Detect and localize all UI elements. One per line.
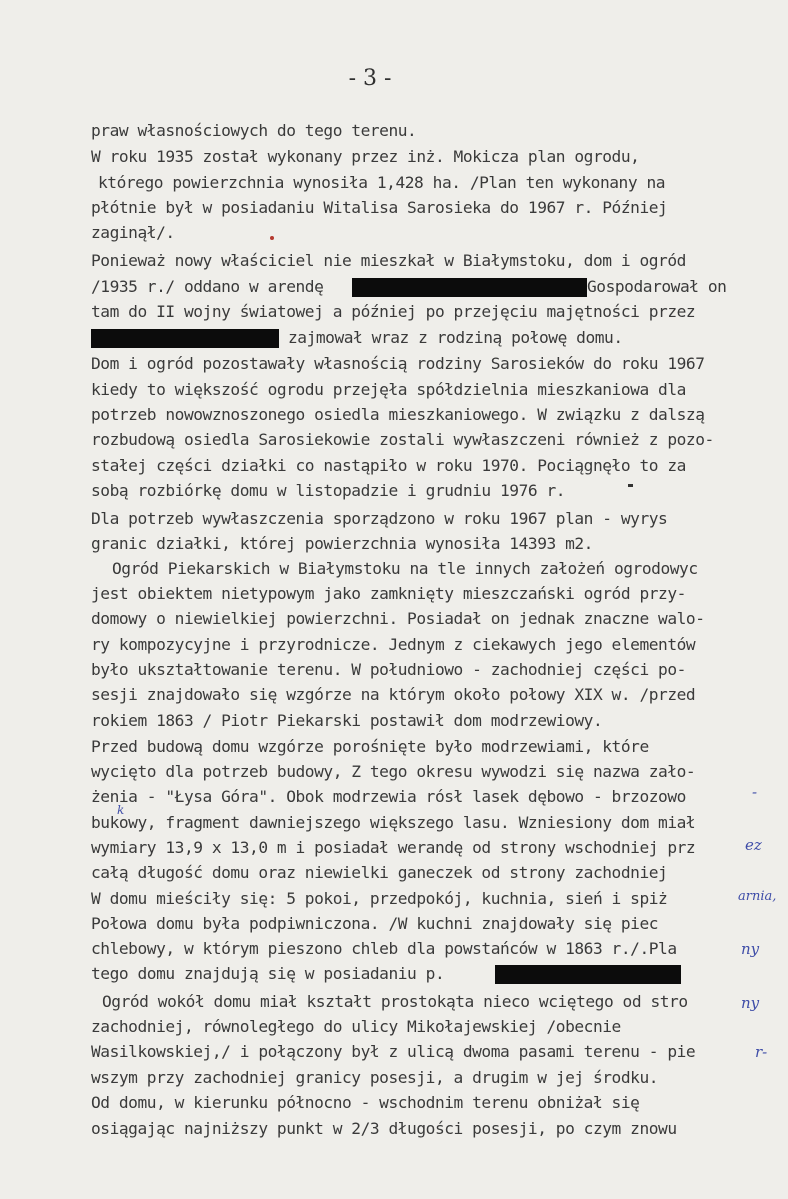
text-line: wycięto dla potrzeb budowy, Z tego okresu wywodzi się nazwa zało- — [91, 762, 696, 781]
text-line: potrzeb nowowznoszonego osiedla mieszkaniowego. W związku z dalszą — [91, 405, 705, 424]
text-line: Ogród Piekarskich w Białymstoku na tle innych założeń ogrodowyc — [112, 559, 698, 578]
text-line: granic działki, której powierzchnia wynosiła 14393 m2. — [91, 534, 593, 553]
text-line: sesji znajdowało się wzgórze na którym około połowy XIX w. /przed — [91, 685, 696, 704]
text-line: ry kompozycyjne i przyrodnicze. Jednym z ciekawych jego elementów — [91, 635, 696, 654]
handwritten-ending: r- — [755, 1043, 768, 1061]
handwritten-correction: k — [117, 803, 125, 817]
text-line: Dom i ogród pozostawały własnością rodziny Sarosieków do roku 1967 — [91, 354, 705, 373]
text-line: całą długość domu oraz niewielki ganeczek od strony zachodniej — [91, 863, 668, 882]
margin-dot — [270, 236, 274, 240]
text-line: Połowa domu była podpiwniczona. /W kuchni znajdowały się piec — [91, 914, 659, 933]
handwritten-ending: arnia, — [738, 889, 777, 904]
text-line: rokiem 1863 / Piotr Piekarski postawił dom modrzewiowy. — [91, 711, 603, 730]
text-line: było ukształtowanie terenu. W południowo - zachodniej części po- — [91, 660, 686, 679]
text-line: jest obiektem nietypowym jako zamknięty mieszczański ogród przy- — [91, 584, 686, 603]
page-number: - 3 - — [348, 66, 392, 91]
text-line: tego domu znajdują się w posiadaniu p. — [91, 964, 445, 983]
text-line: wymiary 13,9 x 13,0 m i posiadał werandę od strony wschodniej prz — [91, 838, 696, 857]
handwritten-ending: ez — [745, 836, 762, 854]
text-line: Gospodarował on — [587, 277, 727, 296]
text-line: zajmował wraz z rodziną połowę domu. — [288, 328, 623, 347]
handwritten-ending: ny — [741, 994, 760, 1012]
text-line: stałej części działki co nastąpiło w roku 1970. Pociągnęło to za — [91, 456, 686, 475]
text-line: płótnie był w posiadaniu Witalisa Sarosieka do 1967 r. Później — [91, 198, 668, 217]
handwritten-dash: - — [752, 783, 758, 801]
text-line: domowy o niewielkiej powierzchni. Posiadał on jednak znaczne walo- — [91, 609, 705, 628]
text-line: sobą rozbiórkę domu w listopadzie i grudniu 1976 r. — [91, 481, 566, 500]
text-line: wszym przy zachodniej granicy posesji, a drugim w jej środku. — [91, 1068, 659, 1087]
text-line: Ponieważ nowy właściciel nie mieszkał w Białymstoku, dom i ogród — [91, 251, 686, 270]
text-line: chlebowy, w którym pieszono chleb dla powstańców w 1863 r./.Pla — [91, 939, 677, 958]
text-line: tam do II wojny światowej a później po przejęciu majętności przez — [91, 302, 696, 321]
handwritten-ending: ny — [741, 940, 760, 958]
text-line: praw własnościowych do tego terenu. — [91, 121, 417, 140]
text-line: którego powierzchnia wynosiła 1,428 ha. /Plan ten wykonany na — [98, 173, 666, 192]
redaction-bar — [495, 965, 681, 984]
text-line: bukowy, fragment dawniejszego większego lasu. Wzniesiony dom miał — [91, 813, 696, 832]
text-line: zaginął/. — [91, 223, 175, 242]
text-line: Wasilkowskiej,/ i połączony był z ulicą dwoma pasami terenu - pie — [91, 1042, 696, 1061]
text-line: rozbudową osiedla Sarosiekowie zostali wywłaszczeni również z pozo- — [91, 430, 714, 449]
text-line: W domu mieściły się: 5 pokoi, przedpokój, kuchnia, sień i spiż — [91, 889, 668, 908]
text-line: żenia - "Łysa Góra". Obok modrzewia rósł lasek dębowo - brzozowo — [91, 787, 686, 806]
text-line: /1935 r./ oddano w arendę — [91, 277, 324, 296]
text-line: zachodniej, równoległego do ulicy Mikołajewskiej /obecnie — [91, 1017, 621, 1036]
text-line: osiągając najniższy punkt w 2/3 długości posesji, po czym znowu — [91, 1119, 677, 1138]
text-line: Dla potrzeb wywłaszczenia sporządzono w roku 1967 plan - wyrys — [91, 509, 668, 528]
text-line: Przed budową domu wzgórze porośnięte było modrzewiami, które — [91, 737, 649, 756]
redaction-bar — [91, 329, 279, 348]
text-line: W roku 1935 został wykonany przez inż. Mokicza plan ogrodu, — [91, 147, 640, 166]
redaction-bar — [352, 278, 587, 297]
text-line: Ogród wokół domu miał kształt prostokąta nieco wciętego od stro — [102, 992, 688, 1011]
margin-mark — [628, 484, 633, 487]
text-line: kiedy to większość ogrodu przejęła spółdzielnia mieszkaniowa dla — [91, 380, 686, 399]
text-line: Od domu, w kierunku północno - wschodnim terenu obniżał się — [91, 1093, 640, 1112]
